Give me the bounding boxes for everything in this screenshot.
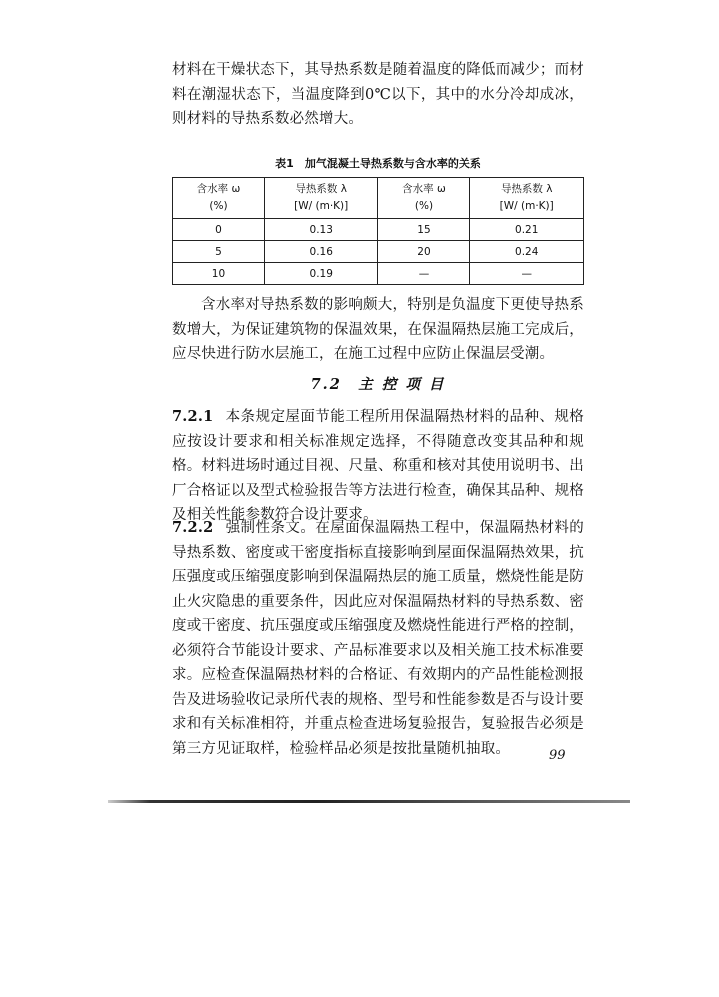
table-cell: 0 [173, 219, 265, 241]
header-conductivity-2 [470, 178, 584, 219]
table-row [173, 219, 584, 241]
header-moisture-2 [378, 178, 470, 219]
clause-7-2-1 [172, 405, 584, 528]
table-cell: 0.16 [264, 241, 378, 263]
table-cell: 0.21 [470, 219, 584, 241]
table-cell: 15 [378, 219, 470, 241]
table-cell: 0.13 [264, 219, 378, 241]
clause-text: 本条规定屋面节能工程所用保温隔热材料的品种、规格应按设计要求和相关标准规定选择，不得随意改变其品种和规格。材料进场时通过目视、尺量、称重和核对其使用说明书、出厂合格证以及型式检验报告等方法进行检查，确保其品种、规格及相关性能参数符合设计要求。 [172, 409, 584, 523]
header-moisture-2-label: 含水率 ω [402, 183, 446, 195]
table-cell: 0.24 [470, 241, 584, 263]
clause-number: 7.2.1 [172, 408, 214, 425]
table-cell: — [378, 263, 470, 285]
header-conductivity-2-unit: [W/ (m·K)] [499, 200, 554, 212]
table-cell: 20 [378, 241, 470, 263]
clause-number: 7.2.2 [172, 519, 214, 536]
header-moisture-1-label: 含水率 ω [196, 183, 241, 195]
conductivity-table [172, 177, 584, 285]
section-heading: 7.2 主 控 项 目 [310, 376, 446, 393]
table-row [173, 263, 584, 285]
table-cell: — [470, 263, 584, 285]
header-moisture-1 [173, 178, 265, 219]
header-conductivity-1-label: 导热系数 λ [295, 183, 347, 195]
table-caption: 表1 加气混凝土导热系数与含水率的关系 [275, 157, 481, 170]
header-moisture-1-unit: (%) [209, 200, 228, 212]
table-row [173, 241, 584, 263]
header-conductivity-2-label: 导热系数 λ [500, 183, 553, 195]
table-cell: 10 [173, 263, 265, 285]
header-conductivity-1-unit: [W/ (m·K)] [294, 200, 349, 212]
scan-edge-line [108, 800, 630, 803]
clause-7-2-2 [172, 516, 584, 761]
header-moisture-2-unit: (%) [414, 200, 434, 212]
page-number: 99 [549, 748, 566, 763]
table-cell: 0.19 [264, 263, 378, 285]
header-conductivity-1 [264, 178, 378, 219]
clause-text: 强制性条文。在屋面保温隔热工程中，保温隔热材料的导热系数、密度或干密度指标直接影响到屋面保温隔热效果，抗压强度或压缩强度影响到保温隔热层的施工质量，燃烧性能是防止火灾隐患的重要条件，因此应对保温隔热材料的导热系数、密度或干密度、抗压强度或压缩强度及燃烧性能进行严格的控制，必须符合节能设计要求、产品标准要求以及相关施工技术标准要求。应检查保温隔热材料的合格证、有效期内的产品性能检测报告及进场验收记录所代表的规格、型号和性能参数是否与设计要求和有关标准相符，并重点检查进场复验报告，复验报告必须是第三方见证取样，检验样品必须是按批量随机抽取。 [172, 520, 584, 757]
table-header-row [173, 178, 584, 219]
intro-paragraph: 材料在干燥状态下，其导热系数是随着温度的降低而减少；而材料在潮湿状态下，当温度降到0℃以下，其中的水分冷却成冰，则材料的导热系数必然增大。 [172, 62, 584, 127]
table-cell: 5 [173, 241, 265, 263]
moisture-paragraph: 含水率对导热系数的影响颇大，特别是负温度下更使导热系数增大，为保证建筑物的保温效果，在保温隔热层施工完成后，应尽快进行防水层施工，在施工过程中应防止保温层受潮。 [172, 297, 584, 362]
